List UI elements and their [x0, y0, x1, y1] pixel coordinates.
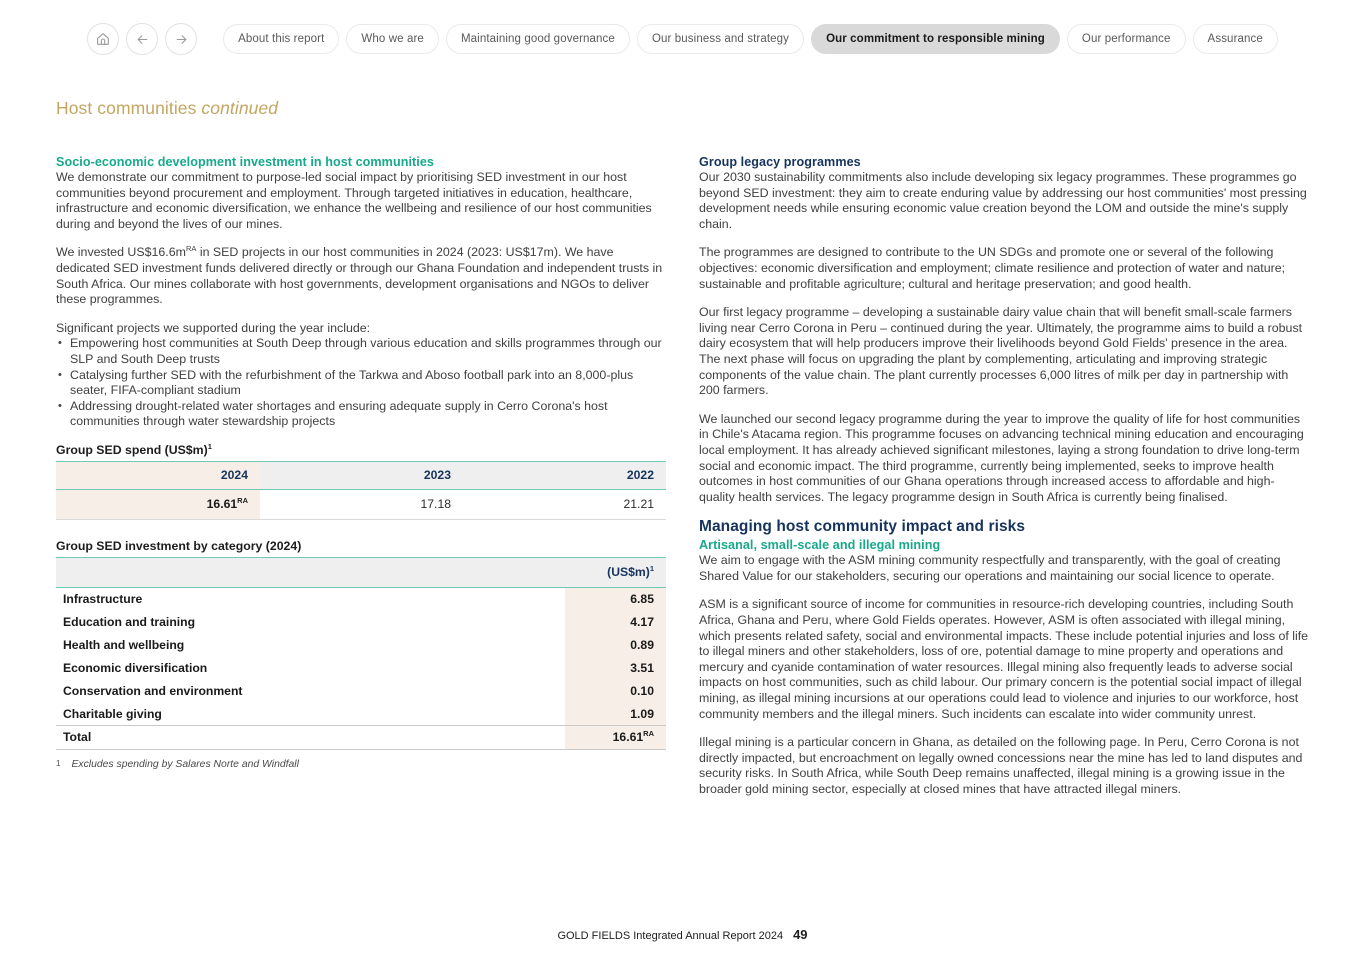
paragraph-asm-3: Illegal mining is a particular concern in Ghana, as detailed on the following page. In Peru, Cerro Corona is not directly impacted, but encroachment on legally owned concessions near the mine has led to land disputes and security risks. In South Africa, while South Deep remains unaffected, illegal mining is a growing issue in the broader gold mining sector, especially at closed mines that have attracted illegal miners.: [699, 735, 1303, 796]
cell-value: 16.61: [612, 730, 644, 745]
cell-assurance-mark: RA: [237, 496, 248, 506]
heading-socio-economic-development: Socio-economic development investment in host communities: [56, 155, 434, 169]
paragraph-legacy-4: We launched our second legacy programme during the year to improve the quality of life for host communities in Chile's Atacama region. This programme focuses on advancing technical mining education and encouraging local employment. It has already achieved significant milestones, laying a strong foundation to drive long-term social and economic impact. The third programme, currently being implemented, seeks to improve health outcomes in host communities of our Ghana operations through increased access to affordable and high-quality health services. The legacy programme design in South Africa is currently being finalised.: [699, 411, 1304, 504]
page-title: [56, 98, 278, 119]
paragraph-sed-intro: We demonstrate our commitment to purpose-led social impact by prioritising SED investment in our host communities beyond procurement and employment. Through targeted initiatives in education, healthcare, infrastructure and economic diversification, we enhance the wellbeing and resilience of our host communities during and beyond the lives of our mines.: [56, 170, 652, 231]
footnote-mark: 1: [56, 758, 61, 768]
cell-spend-2024: [56, 489, 260, 519]
column-header-usdm-sup: 1: [649, 564, 654, 574]
cell-total-value: [565, 725, 666, 749]
cell-category-label: Conservation and environment: [63, 683, 243, 698]
table-caption-group-sed-by-category: Group SED investment by category (2024): [56, 538, 302, 553]
heading-managing-host-community-impact: Managing host community impact and risks: [699, 518, 1026, 536]
cell-category-label: Infrastructure: [63, 592, 143, 607]
list-item: • Catalysing further SED with the refurbishment of the Tarkwa and Aboso football park into an 8,000-plus seater, FIFA-compliant stadium: [56, 368, 666, 399]
arrow-right-icon: [174, 32, 189, 47]
footer-report-title: GOLD FIELDS Integrated Annual Report 2024: [557, 930, 784, 942]
column-header-usdm: [565, 557, 666, 587]
table-header-row: [56, 557, 666, 587]
cell-category-value: 0.89: [565, 633, 666, 656]
nav-tab-our-performance[interactable]: Our performance: [1067, 24, 1186, 54]
cell-spend-2022: 21.21: [463, 489, 666, 519]
cell-assurance-mark: RA: [643, 729, 654, 739]
page-title-main: Host communities: [56, 98, 202, 118]
cell-category-label: Economic diversification: [63, 660, 208, 675]
cell-total-label: Total: [56, 725, 565, 749]
nav-tab-who-we-are[interactable]: Who we are: [346, 24, 439, 54]
column-header-2023: 2023: [260, 461, 463, 489]
column-header-2024: 2024: [56, 461, 260, 489]
table-row-total: [56, 725, 666, 749]
nav-tab-maintaining-good-governance[interactable]: Maintaining good governance: [446, 24, 630, 54]
table-row: [56, 656, 666, 679]
list-item: • Empowering host communities at South Deep through various education and skills programmes through our SLP and South Deep trusts: [56, 336, 666, 367]
cell-category-value: 1.09: [565, 702, 666, 725]
cell-category-value: 4.17: [565, 610, 666, 633]
paragraph-sed-invested: [56, 245, 666, 307]
table-row: [56, 587, 666, 610]
column-header-2022: 2022: [463, 461, 666, 489]
nav-tab-our-business-and-strategy[interactable]: Our business and strategy: [637, 24, 804, 54]
page-footer: [0, 927, 1365, 942]
sed-invested-text-b: in SED projects in our host communities in 2024 (2023: US$17m). We have dedicated SED investment funds delivered directly or through our Ghana Foundation and independent trusts in South Africa. Our mines collaborate with host governments, development organisations and NGOs to deliver these programmes.: [56, 245, 663, 307]
list-item: • Addressing drought-related water shortages and ensuring adequate supply in Cerro Corona's host communities through water stewardship projects: [56, 399, 666, 430]
sed-invested-sup: RA: [185, 244, 197, 254]
forward-button[interactable]: [165, 23, 197, 55]
nav-tab-our-commitment-to-responsible-mining[interactable]: Our commitment to responsible mining: [811, 24, 1060, 54]
paragraph-asm-2: ASM is a significant source of income for communities in resource-rich developing countries, including South Africa, Ghana and Peru, where Gold Fields operates. However, ASM is often associated with illegal mining, which presents related safety, social and environmental impacts. These include potential injuries and loss of life to illegal miners and other stakeholders, loss of ore, potential damage to mine property and operations and mercury and cyanide contamination of water resources. Illegal mining also frequently leads to adverse social impacts on host communities, such as child labour. Our primary concern is the potential social impact of illegal mining, as illegal mining incursions at our operations could lead to violence and injuries to our workforce, host community members and the illegal miners. Such incidents can escalate into wider community unrest.: [699, 597, 1309, 721]
left-column: [56, 155, 666, 770]
table-row: [56, 610, 666, 633]
cell-category-label: Health and wellbeing: [63, 637, 185, 652]
table-group-sed-by-category: [56, 557, 666, 750]
paragraph-asm-1: We aim to engage with the ASM mining community respectfully and transparently, with the goal of creating Shared Value for our stakeholders, securing our operations and maintaining our social licence to operate.: [699, 553, 1281, 583]
nav-tab-about-this-report[interactable]: About this report: [223, 24, 339, 54]
page-title-continued: continued: [201, 98, 279, 118]
cell-category-value: 3.51: [565, 656, 666, 679]
column-header-category: [56, 557, 565, 587]
table-group-sed-spend: [56, 461, 666, 520]
table-row: [56, 702, 666, 725]
column-header-usdm-text: (US$m): [607, 565, 650, 580]
sed-invested-text-a: We invested US$16.6m: [56, 245, 186, 260]
paragraph-legacy-2: The programmes are designed to contribute to the UN SDGs and promote one or several of the following objectives: economic diversification and employment; climate resilience and protection of water and nature; sustainable and profitable agriculture; cultural and heritage preservation; and good health.: [699, 245, 1286, 291]
paragraph-legacy-3: Our first legacy programme – developing a sustainable dairy value chain that will benefit small-scale farmers living near Cerro Corona in Peru – continued during the year. Ultimately, the programme aims to build a robust dairy ecosystem that will help producers improve their livelihoods beyond Gold Fields' presence in the area. The next phase will focus on upgrading the plant by complementing, articulating and improving strategic components of the value chain. The plant currently processes 6,000 litres of milk per day in partnership with 200 farmers.: [699, 305, 1303, 398]
cell-category-label: Education and training: [63, 614, 196, 629]
arrow-left-icon: [135, 32, 150, 47]
heading-group-legacy-programmes: Group legacy programmes: [699, 155, 861, 169]
table-row: [56, 633, 666, 656]
home-button[interactable]: [87, 23, 119, 55]
table-caption-group-sed-spend: [56, 443, 666, 457]
nav-tab-assurance[interactable]: Assurance: [1193, 24, 1278, 54]
cell-value: 16.61: [206, 497, 238, 512]
right-column: [699, 155, 1309, 811]
top-navigation-bar: [0, 0, 1365, 78]
cell-category-value: 0.10: [565, 679, 666, 702]
table-header-row: [56, 461, 666, 489]
paragraph-legacy-1: Our 2030 sustainability commitments also include developing six legacy programmes. These programmes go beyond SED investment: they aim to create enduring value by addressing our host communities' most pressing development needs while ensuring economic value creation beyond the LOM and outside the mine's supply chain.: [699, 170, 1307, 231]
table-row: [56, 489, 666, 519]
footer-page-number: 49: [793, 927, 808, 942]
significant-projects-list: [56, 336, 666, 430]
table-caption-sup: 1: [207, 441, 212, 451]
paragraph-significant-projects-lead: Significant projects we supported during the year include:: [56, 320, 371, 335]
cell-category-value: 6.85: [565, 587, 666, 610]
cell-spend-2023: 17.18: [260, 489, 463, 519]
home-icon: [95, 31, 111, 47]
table-row: [56, 679, 666, 702]
table-footnote: [56, 759, 666, 770]
table-caption-text: Group SED spend (US$m): [56, 442, 208, 457]
back-button[interactable]: [126, 23, 158, 55]
cell-category-label: Charitable giving: [63, 706, 162, 721]
heading-artisanal-small-scale-illegal-mining: Artisanal, small-scale and illegal mining: [699, 538, 941, 553]
footnote-text: Excludes spending by Salares Norte and Windfall: [71, 758, 299, 770]
